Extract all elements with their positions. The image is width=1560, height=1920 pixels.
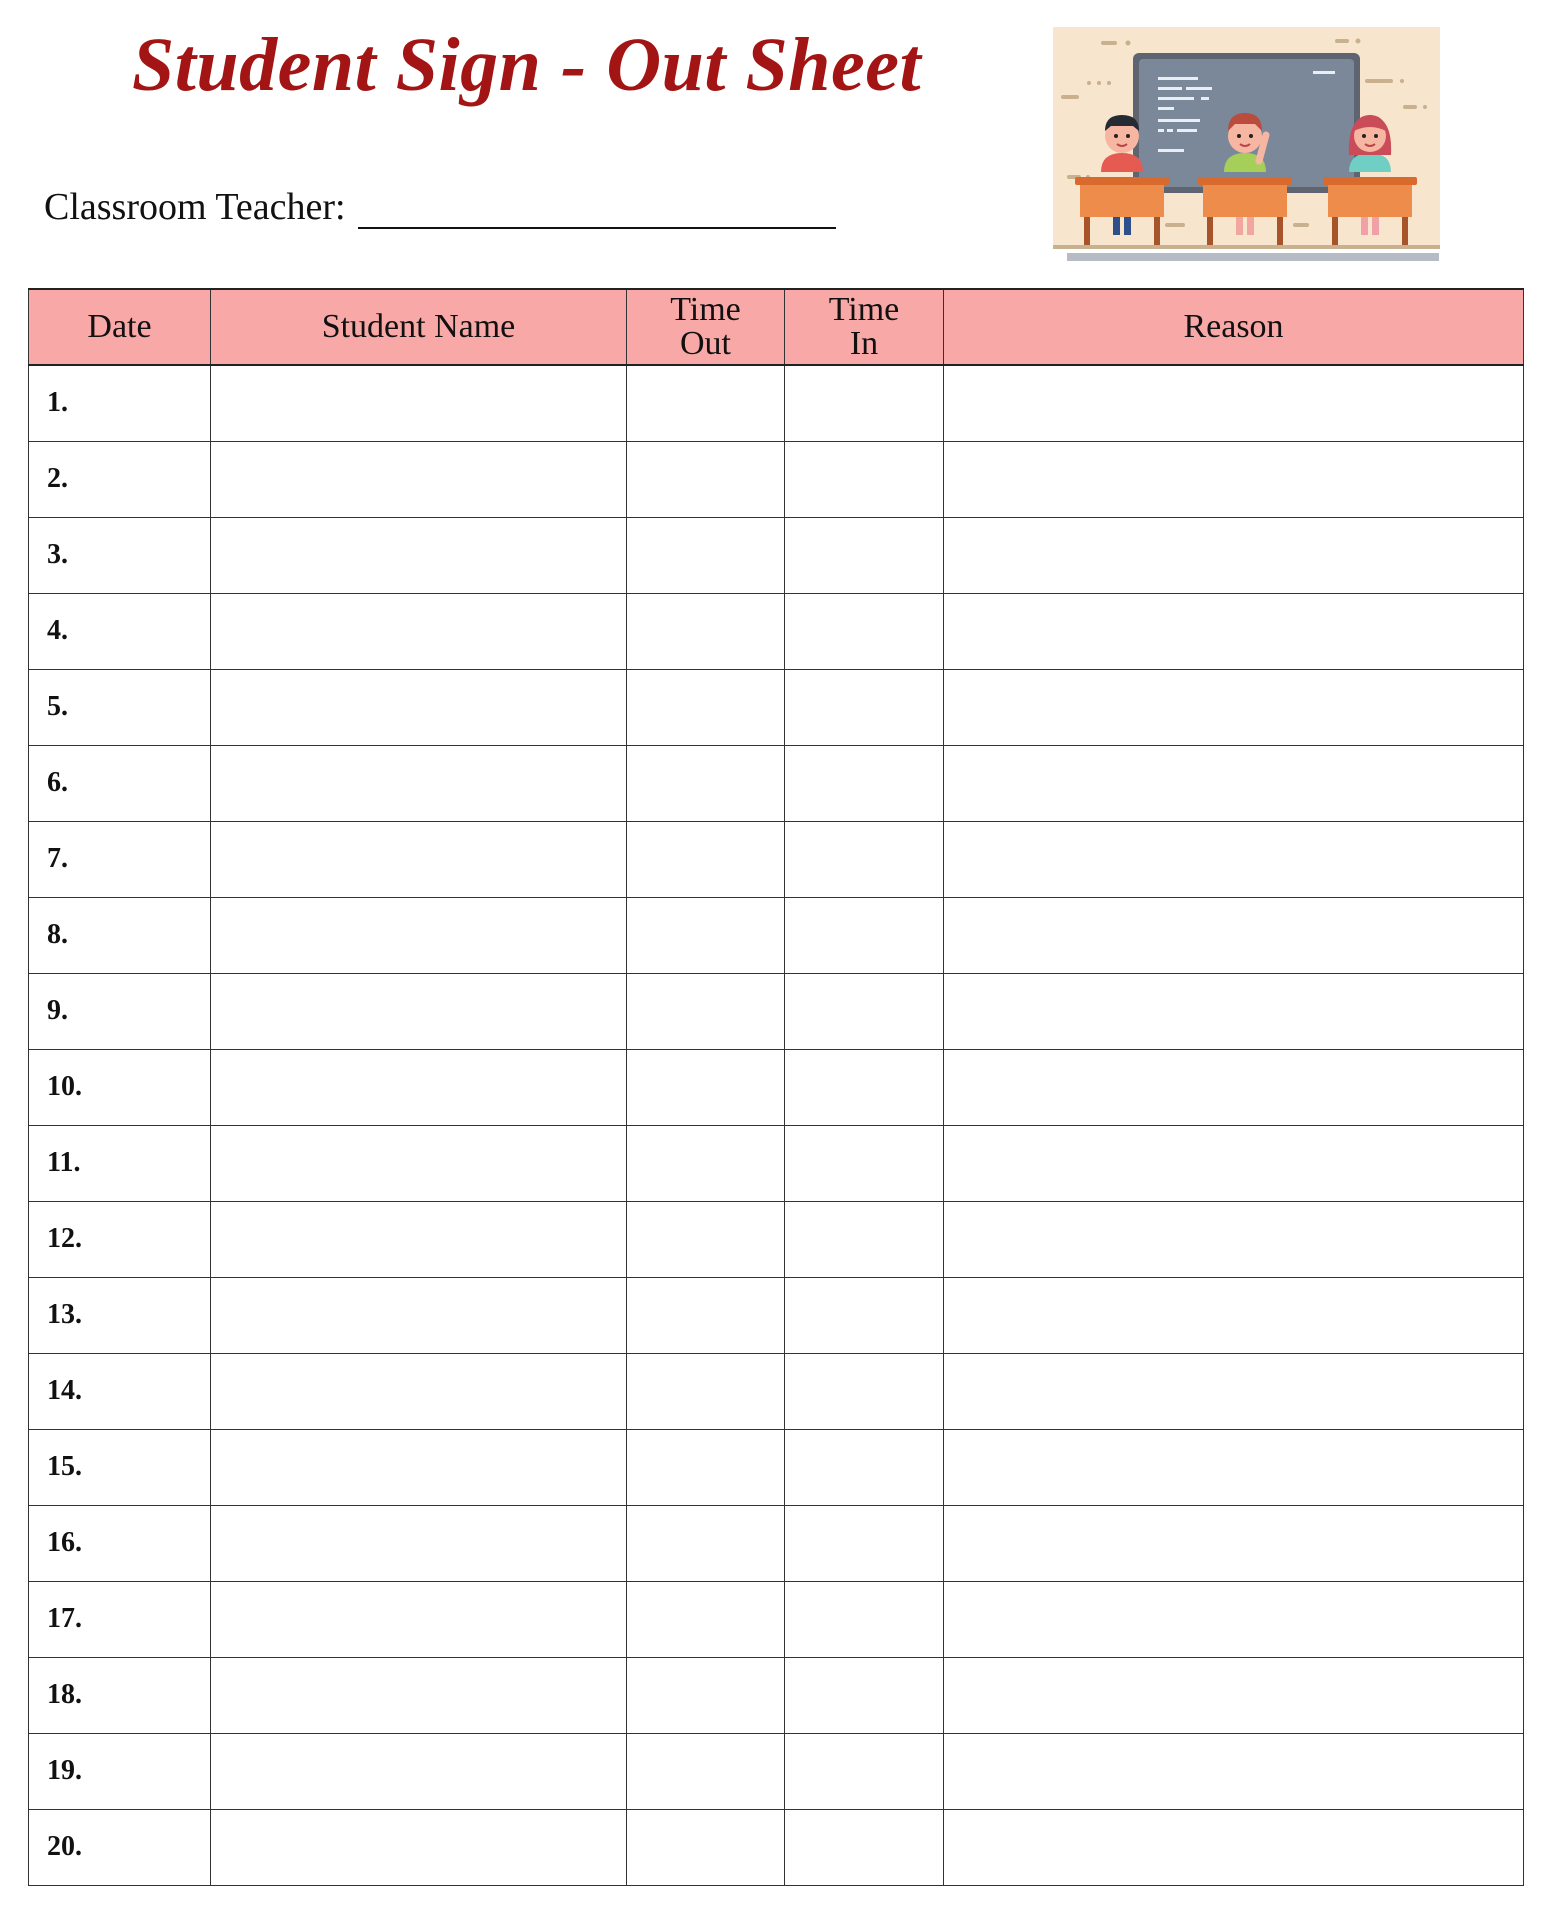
reason-cell[interactable] <box>944 1125 1524 1201</box>
table-row <box>29 441 1524 517</box>
time-out-cell[interactable] <box>627 669 785 745</box>
row-number[interactable]: 5. <box>29 669 211 745</box>
time-out-cell[interactable] <box>627 1201 785 1277</box>
column-header-date <box>29 289 211 365</box>
table-row <box>29 897 1524 973</box>
row-number[interactable]: 14. <box>29 1353 211 1429</box>
column-header-label: Time <box>670 291 741 328</box>
time-out-cell[interactable] <box>627 1277 785 1353</box>
student-name-cell[interactable] <box>211 1353 627 1429</box>
row-number[interactable]: 11. <box>29 1125 211 1201</box>
row-number[interactable]: 19. <box>29 1733 211 1809</box>
time-out-cell[interactable] <box>627 441 785 517</box>
time-out-cell[interactable] <box>627 1049 785 1125</box>
table-row <box>29 1505 1524 1581</box>
student-name-cell[interactable] <box>211 1581 627 1657</box>
table-row <box>29 1125 1524 1201</box>
time-in-cell[interactable] <box>785 1353 944 1429</box>
student-name-cell[interactable] <box>211 897 627 973</box>
student-name-cell[interactable] <box>211 365 627 441</box>
table-row <box>29 1809 1524 1885</box>
row-number[interactable]: 9. <box>29 973 211 1049</box>
table-row <box>29 669 1524 745</box>
time-in-cell[interactable] <box>785 1581 944 1657</box>
time-in-cell[interactable] <box>785 1809 944 1885</box>
reason-cell[interactable] <box>944 1733 1524 1809</box>
reason-cell[interactable] <box>944 1429 1524 1505</box>
table-row <box>29 1353 1524 1429</box>
table-row <box>29 973 1524 1049</box>
table-row <box>29 1277 1524 1353</box>
sign-out-table <box>28 288 1524 1886</box>
row-number[interactable]: 1. <box>29 365 211 441</box>
column-header-student-name <box>211 289 627 365</box>
column-header-time-in <box>785 289 944 365</box>
time-out-cell[interactable] <box>627 365 785 441</box>
student-name-cell[interactable] <box>211 821 627 897</box>
time-out-cell[interactable] <box>627 1733 785 1809</box>
classroom-teacher-field <box>44 185 836 229</box>
classroom-teacher-label: Classroom Teacher: <box>44 186 346 228</box>
reason-cell[interactable] <box>944 745 1524 821</box>
reason-cell[interactable] <box>944 1353 1524 1429</box>
student-name-cell[interactable] <box>211 1657 627 1733</box>
student-name-cell[interactable] <box>211 441 627 517</box>
row-number[interactable]: 18. <box>29 1657 211 1733</box>
time-out-cell[interactable] <box>627 1809 785 1885</box>
time-in-cell[interactable] <box>785 1429 944 1505</box>
column-header-reason <box>944 289 1524 365</box>
row-number[interactable]: 17. <box>29 1581 211 1657</box>
row-number[interactable]: 12. <box>29 1201 211 1277</box>
time-in-cell[interactable] <box>785 669 944 745</box>
time-in-cell[interactable] <box>785 593 944 669</box>
student-name-cell[interactable] <box>211 973 627 1049</box>
reason-cell[interactable] <box>944 669 1524 745</box>
column-header-label: Date <box>87 308 152 345</box>
time-in-cell[interactable] <box>785 1049 944 1125</box>
reason-cell[interactable] <box>944 1277 1524 1353</box>
reason-cell[interactable] <box>944 441 1524 517</box>
time-in-cell[interactable] <box>785 1505 944 1581</box>
column-header-label: Reason <box>1183 308 1284 345</box>
student-name-cell[interactable] <box>211 1125 627 1201</box>
table-row <box>29 1657 1524 1733</box>
table-row <box>29 1201 1524 1277</box>
student-name-cell[interactable] <box>211 1505 627 1581</box>
table-row <box>29 1429 1524 1505</box>
student-name-cell[interactable] <box>211 669 627 745</box>
time-in-cell[interactable] <box>785 973 944 1049</box>
row-number[interactable]: 10. <box>29 1049 211 1125</box>
time-out-cell[interactable] <box>627 745 785 821</box>
student-name-cell[interactable] <box>211 1733 627 1809</box>
time-out-cell[interactable] <box>627 1353 785 1429</box>
time-in-cell[interactable] <box>785 1125 944 1201</box>
time-out-cell[interactable] <box>627 1657 785 1733</box>
time-in-cell[interactable] <box>785 745 944 821</box>
table-header-row <box>29 289 1524 365</box>
row-number[interactable]: 4. <box>29 593 211 669</box>
column-header-label: In <box>849 325 879 362</box>
student-name-cell[interactable] <box>211 1201 627 1277</box>
table-row <box>29 517 1524 593</box>
row-number[interactable]: 15. <box>29 1429 211 1505</box>
student-name-cell[interactable] <box>211 1809 627 1885</box>
row-number[interactable]: 7. <box>29 821 211 897</box>
student-name-cell[interactable] <box>211 1429 627 1505</box>
time-out-cell[interactable] <box>627 973 785 1049</box>
reason-cell[interactable] <box>944 365 1524 441</box>
table-row <box>29 821 1524 897</box>
time-out-cell[interactable] <box>627 1429 785 1505</box>
time-in-cell[interactable] <box>785 365 944 441</box>
column-header-label: Student Name <box>321 308 516 345</box>
row-number[interactable]: 3. <box>29 517 211 593</box>
table-row <box>29 1581 1524 1657</box>
time-in-cell[interactable] <box>785 517 944 593</box>
time-in-cell[interactable] <box>785 897 944 973</box>
reason-cell[interactable] <box>944 1049 1524 1125</box>
reason-cell[interactable] <box>944 821 1524 897</box>
column-header-time-out <box>627 289 785 365</box>
table-row <box>29 1733 1524 1809</box>
student-name-cell[interactable] <box>211 1049 627 1125</box>
row-number[interactable]: 2. <box>29 441 211 517</box>
classroom-teacher-input[interactable] <box>358 187 836 229</box>
row-number[interactable]: 13. <box>29 1277 211 1353</box>
time-in-cell[interactable] <box>785 821 944 897</box>
row-number[interactable]: 6. <box>29 745 211 821</box>
student-name-cell[interactable] <box>211 517 627 593</box>
time-out-cell[interactable] <box>627 821 785 897</box>
time-out-cell[interactable] <box>627 517 785 593</box>
reason-cell[interactable] <box>944 897 1524 973</box>
reason-cell[interactable] <box>944 1505 1524 1581</box>
time-out-cell[interactable] <box>627 1505 785 1581</box>
reason-cell[interactable] <box>944 1201 1524 1277</box>
time-in-cell[interactable] <box>785 1277 944 1353</box>
time-out-cell[interactable] <box>627 897 785 973</box>
reason-cell[interactable] <box>944 1809 1524 1885</box>
row-number[interactable]: 8. <box>29 897 211 973</box>
table-row <box>29 593 1524 669</box>
time-in-cell[interactable] <box>785 1733 944 1809</box>
student-name-cell[interactable] <box>211 593 627 669</box>
table-row <box>29 745 1524 821</box>
table-row <box>29 1049 1524 1125</box>
table-row <box>29 365 1524 441</box>
student-name-cell[interactable] <box>211 745 627 821</box>
classroom-icon <box>1053 27 1440 263</box>
reason-cell[interactable] <box>944 1657 1524 1733</box>
reason-cell[interactable] <box>944 593 1524 669</box>
time-in-cell[interactable] <box>785 1201 944 1277</box>
time-in-cell[interactable] <box>785 1657 944 1733</box>
time-out-cell[interactable] <box>627 1125 785 1201</box>
row-number[interactable]: 16. <box>29 1505 211 1581</box>
time-in-cell[interactable] <box>785 441 944 517</box>
time-out-cell[interactable] <box>627 1581 785 1657</box>
reason-cell[interactable] <box>944 973 1524 1049</box>
reason-cell[interactable] <box>944 1581 1524 1657</box>
row-number[interactable]: 20. <box>29 1809 211 1885</box>
column-header-label: Time <box>828 291 900 328</box>
time-out-cell[interactable] <box>627 593 785 669</box>
reason-cell[interactable] <box>944 517 1524 593</box>
page-title: Student Sign - Out Sheet <box>132 23 922 107</box>
student-name-cell[interactable] <box>211 1277 627 1353</box>
column-header-label: Out <box>680 325 731 362</box>
